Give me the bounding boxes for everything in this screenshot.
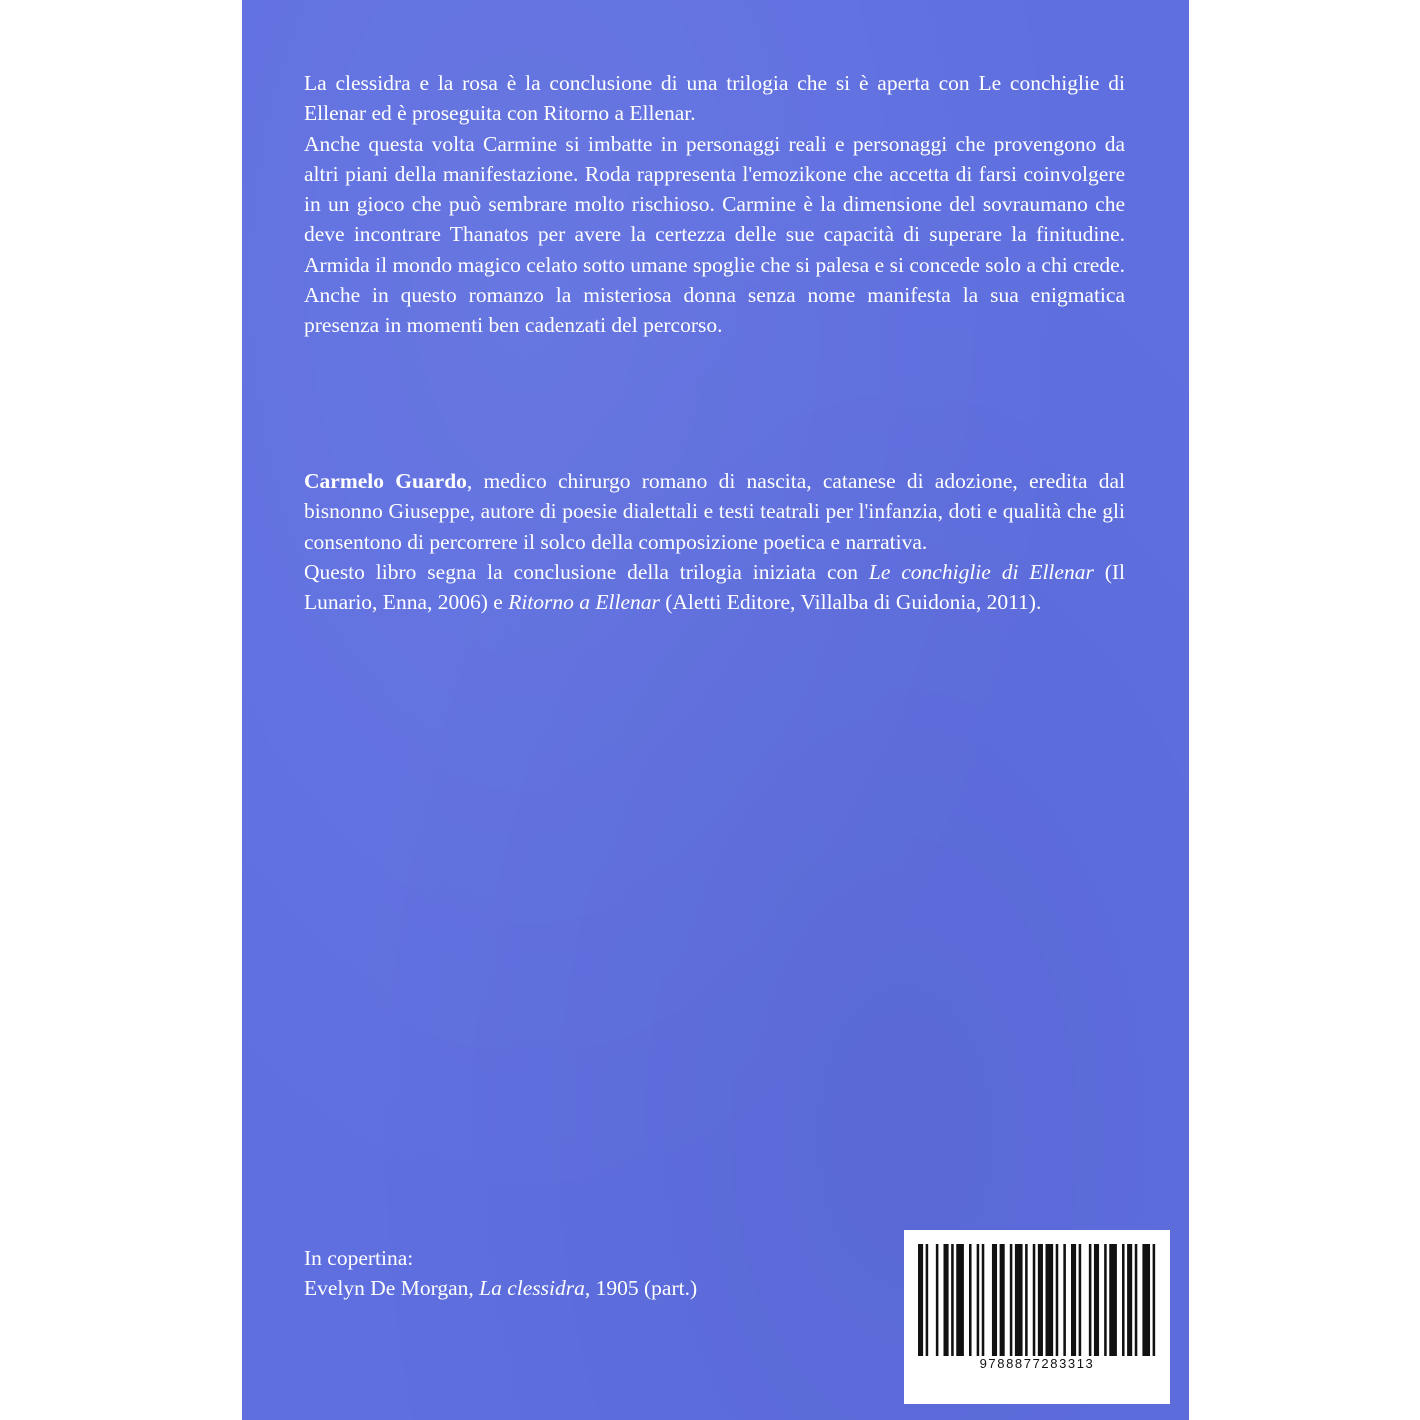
- barcode-bar: [1089, 1244, 1092, 1356]
- book-title-1: Le conchiglie di Ellenar: [868, 559, 1094, 584]
- barcode-bar: [926, 1244, 929, 1356]
- synopsis-block: [304, 68, 1125, 341]
- barcode-bar: [1094, 1244, 1099, 1356]
- author-bio-trilogy-intro: Questo libro segna la conclusione della trilogia iniziata con: [304, 559, 869, 584]
- author-bio-paragraph-2: [304, 557, 1125, 618]
- barcode-bar: [1104, 1244, 1107, 1356]
- barcode-bar: [969, 1244, 972, 1356]
- isbn-number: 9788877283313: [979, 1356, 1095, 1371]
- barcode-bar: [1109, 1244, 1117, 1356]
- barcode-bar: [1038, 1244, 1043, 1356]
- barcode-bar: [1046, 1244, 1054, 1356]
- barcode-bar: [992, 1244, 997, 1356]
- barcode-bar: [956, 1244, 964, 1356]
- cover-artwork-title: La clessidra: [479, 1276, 585, 1301]
- barcode-bar: [936, 1244, 939, 1356]
- barcode-bar: [1135, 1244, 1138, 1356]
- cover-credits-label: In copertina:: [304, 1246, 414, 1270]
- barcode-bar: [951, 1244, 954, 1356]
- barcode-bar: [1063, 1244, 1066, 1356]
- barcode: [904, 1230, 1170, 1404]
- author-bio-paragraph-1: [304, 466, 1125, 557]
- barcode-bar: [1079, 1244, 1082, 1356]
- barcode-bar: [1153, 1244, 1156, 1356]
- barcode-bar: [918, 1244, 923, 1356]
- barcode-bar: [1000, 1244, 1005, 1356]
- barcode-bar: [1122, 1244, 1125, 1356]
- barcode-bar: [1071, 1244, 1076, 1356]
- book-title-2: Ritorno a Ellenar: [508, 590, 660, 615]
- barcode-bar: [977, 1244, 980, 1356]
- cover-artwork-info: , 1905 (part.): [584, 1276, 698, 1301]
- book-info-2: (Aletti Editore, Villalba di Guidonia, 2011).: [659, 590, 1042, 615]
- barcode-bar: [1025, 1244, 1028, 1356]
- author-name: Carmelo Guardo: [304, 469, 467, 493]
- barcode-bar: [1010, 1244, 1013, 1356]
- barcode-bar: [944, 1244, 949, 1356]
- barcode-bars: [904, 1230, 1170, 1360]
- barcode-bar: [1056, 1244, 1059, 1356]
- synopsis-paragraph-1: La clessidra e la rosa è la conclusione di una trilogia che si è aperta con Le conchiglie di Ellenar ed è proseguita con Ritorno a Ellenar.: [304, 71, 1125, 126]
- author-bio-text: , medico chirurgo romano di nascita, catanese di adozione, eredita dal bisnonno Giuseppe, autore di poesie dialettali e testi teatrali per l'infanzia, doti e qualità che gli consentono di percorrere il solco della composizione poetica e narrativa.: [304, 469, 1125, 554]
- barcode-bar: [1127, 1244, 1132, 1356]
- synopsis-paragraph-2: Anche questa volta Carmine si imbatte in personaggi reali e personaggi che provengono da altri piani della manifestazione. Roda rappresenta l'emozikone che accetta di farsi coinvolgere in un gioco che può sembrare molto rischioso. Carmine è la dimensione del sovraumano che deve incontrare Thanatos per avere la certezza delle sue capacità di superare la finitudine. Armida il mondo magico celato sotto umane spoglie che si palesa e si concede solo a chi crede. Anche in questo romanzo la misteriosa donna senza nome manifesta la sua enigmatica presenza in momenti ben cadenzati del percorso.: [304, 131, 1125, 338]
- barcode-bar: [982, 1244, 985, 1356]
- barcode-bar: [1015, 1244, 1023, 1356]
- book-info-1: (Il Lunario, Enna, 2006) e: [304, 559, 1125, 615]
- cover-artist: Evelyn De Morgan,: [304, 1276, 480, 1301]
- author-bio-block: [304, 466, 1125, 617]
- barcode-bar: [1033, 1244, 1036, 1356]
- barcode-bar: [1142, 1244, 1150, 1356]
